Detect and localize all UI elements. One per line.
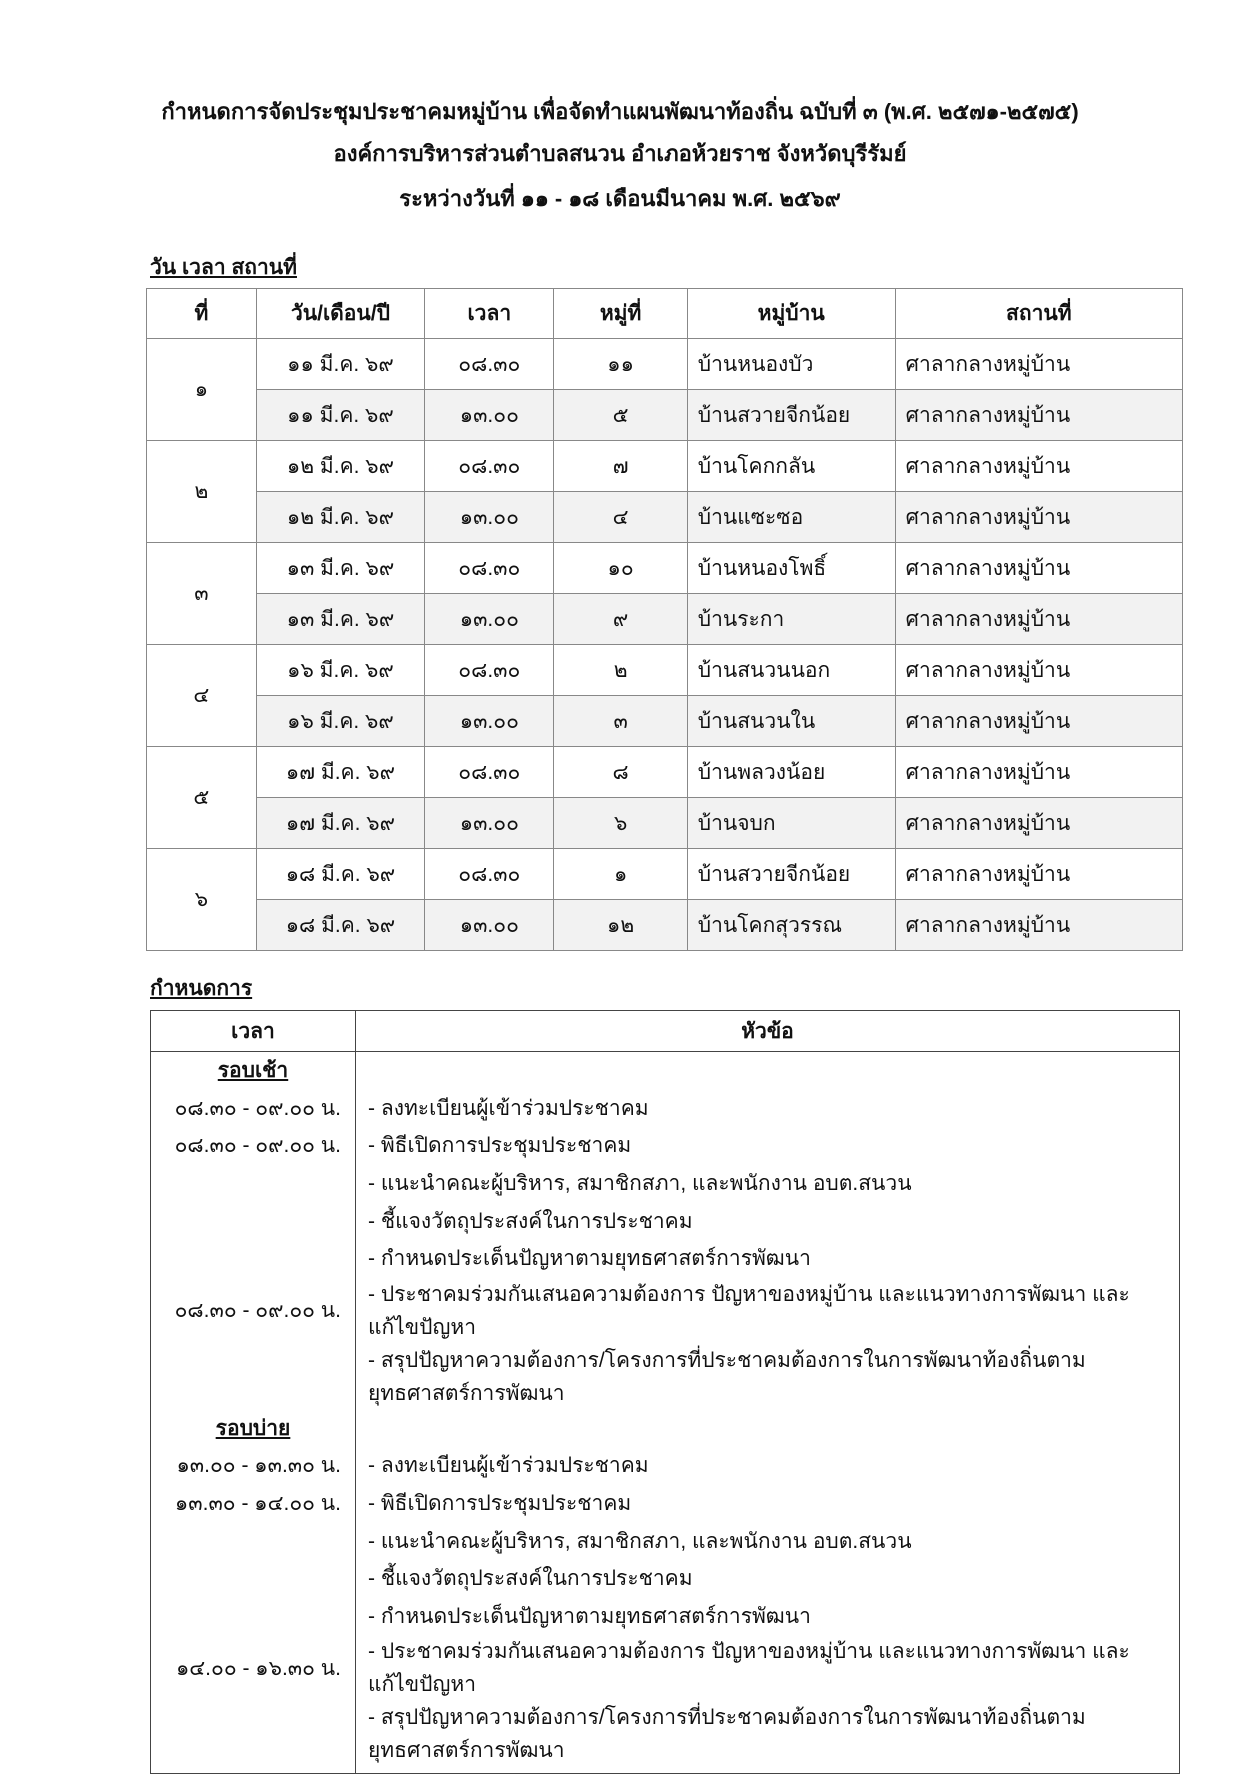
agenda-row [151,1560,1180,1598]
date-cell: ๑๘ มี.ค. ๖๙ [256,900,424,951]
agenda-row [151,1447,1180,1485]
date-cell: ๑๓ มี.ค. ๖๙ [256,543,424,594]
table-row [147,441,1183,492]
village-cell: บ้านสนวนใน [687,696,895,747]
time-cell: ๑๓.๐๐ [425,492,554,543]
session-label: รอบเช้า [151,1052,356,1090]
venue-cell: ศาลากลางหมู่บ้าน [895,900,1182,951]
venue-cell: ศาลากลางหมู่บ้าน [895,696,1182,747]
agenda-item: - ชี้แจงวัตถุประสงค์ในการประชาคม [368,1567,693,1591]
agenda-row [151,1278,1180,1344]
date-cell: ๑๓ มี.ค. ๖๙ [256,594,424,645]
time-cell: ๐๘.๓๐ [425,543,554,594]
row-number: ๖ [147,849,257,951]
agenda-row [151,1240,1180,1278]
time-cell: ๑๓.๐๐ [425,900,554,951]
doc-title: กำหนดการจัดประชุมประชาคมหมู่บ้าน เพื่อจัดทำแผนพัฒนาท้องถิ่น ฉบับที่ ๓ (พ.ศ. ๒๕๗๑-๒๕๗๕) [161,99,1079,124]
time-cell: ๐๘.๓๐ [425,441,554,492]
time-cell: ๐๘.๓๐ [425,645,554,696]
time-cell: ๐๘.๓๐ [425,849,554,900]
table-row [147,543,1183,594]
column-header: สถานที่ [895,289,1182,339]
agenda-time: ๑๔.๐๐ - ๑๖.๓๐ น. [151,1635,356,1701]
agenda-row [151,1522,1180,1560]
village-no-cell: ๕ [554,390,687,441]
agenda-item: - ชี้แจงวัตถุประสงค์ในการประชาคม [368,1209,693,1233]
column-header: วัน/เดือน/ปี [256,289,424,339]
column-header: หมู่ที่ [554,289,687,339]
table-row [147,900,1183,951]
date-cell: ๑๖ มี.ค. ๖๙ [256,696,424,747]
agenda-time [151,1560,356,1598]
agenda-row [151,1701,1180,1767]
venue-cell: ศาลากลางหมู่บ้าน [895,492,1182,543]
empty-cell [151,1767,356,1774]
agenda-item: - สรุปปัญหาความต้องการ/โครงการที่ประชาคมต้องการในการพัฒนาท้องถิ่นตามยุทธศาสตร์การพัฒนา [368,1348,1086,1405]
village-no-cell: ๗ [554,441,687,492]
date-cell: ๑๗ มี.ค. ๖๙ [256,747,424,798]
village-cell: บ้านหนองบัว [687,339,895,390]
village-cell: บ้านสวายจีกน้อย [687,390,895,441]
date-cell: ๑๑ มี.ค. ๖๙ [256,339,424,390]
agenda-time: ๐๘.๓๐ - ๐๙.๐๐ น. [151,1090,356,1128]
agenda-time [151,1202,356,1240]
date-cell: ๑๒ มี.ค. ๖๙ [256,441,424,492]
date-cell: ๑๖ มี.ค. ๖๙ [256,645,424,696]
row-number: ๓ [147,543,257,645]
venue-cell: ศาลากลางหมู่บ้าน [895,747,1182,798]
time-cell: ๑๓.๐๐ [425,594,554,645]
village-no-cell: ๘ [554,747,687,798]
table-row [147,798,1183,849]
agenda-time: ๑๓.๐๐ - ๑๓.๓๐ น. [151,1447,356,1485]
table-row [147,492,1183,543]
agenda-item: - ประชาคมร่วมกันเสนอความต้องการ ปัญหาของหมู่บ้าน และแนวทางการพัฒนา และแก้ไขปัญหา [368,1282,1130,1339]
agenda-time [151,1701,356,1767]
empty-cell [356,1052,1180,1090]
date-cell: ๑๒ มี.ค. ๖๙ [256,492,424,543]
empty-cell [356,1410,1180,1448]
schedule-header-row [147,289,1183,339]
time-cell: ๐๘.๓๐ [425,747,554,798]
village-no-cell: ๑๐ [554,543,687,594]
village-no-cell: ๑๒ [554,900,687,951]
village-cell: บ้านพลวงน้อย [687,747,895,798]
village-no-cell: ๒ [554,645,687,696]
venue-cell: ศาลากลางหมู่บ้าน [895,798,1182,849]
venue-cell: ศาลากลางหมู่บ้าน [895,849,1182,900]
row-number: ๔ [147,645,257,747]
village-cell: บ้านสวายจีกน้อย [687,849,895,900]
agenda-time: ๑๓.๓๐ - ๑๔.๐๐ น. [151,1485,356,1523]
village-cell: บ้านโคกกลัน [687,441,895,492]
column-header: หัวข้อ [356,1011,1180,1052]
village-cell: บ้านแซะซอ [687,492,895,543]
village-cell: บ้านหนองโพธิ์ [687,543,895,594]
schedule-table [146,288,1183,951]
village-cell: บ้านระกา [687,594,895,645]
venue-cell: ศาลากลางหมู่บ้าน [895,339,1182,390]
village-no-cell: ๑๑ [554,339,687,390]
doc-organization: องค์การบริหารส่วนตำบลสนวน อำเภอห้วยราช จังหวัดบุรีรัมย์ [333,141,907,166]
agenda-item: - ลงทะเบียนผู้เข้าร่วมประชาคม [368,1096,649,1120]
venue-cell: ศาลากลางหมู่บ้าน [895,645,1182,696]
venue-cell: ศาลากลางหมู่บ้าน [895,594,1182,645]
padding-row [151,1767,1180,1774]
agenda-time [151,1344,356,1410]
agenda-row [151,1635,1180,1701]
agenda-item: - พิธีเปิดการประชุมประชาคม [368,1134,632,1158]
doc-date-range: ระหว่างวันที่ ๑๑ - ๑๘ เดือนมีนาคม พ.ศ. ๒๕๖๙ [399,186,841,211]
agenda-item: - แนะนำคณะผู้บริหาร, สมาชิกสภา, และพนักงาน อบต.สนวน [368,1172,912,1196]
agenda-time [151,1522,356,1560]
date-cell: ๑๗ มี.ค. ๖๙ [256,798,424,849]
agenda-row [151,1127,1180,1165]
venue-cell: ศาลากลางหมู่บ้าน [895,390,1182,441]
agenda-row [151,1090,1180,1128]
village-no-cell: ๑ [554,849,687,900]
date-cell: ๑๑ มี.ค. ๖๙ [256,390,424,441]
agenda-row [151,1165,1180,1203]
agenda-item: - แนะนำคณะผู้บริหาร, สมาชิกสภา, และพนักงาน อบต.สนวน [368,1529,912,1553]
row-number: ๑ [147,339,257,441]
venue-cell: ศาลากลางหมู่บ้าน [895,543,1182,594]
table-row [147,645,1183,696]
column-header: เวลา [425,289,554,339]
table-row [147,339,1183,390]
program-heading: กำหนดการ [150,977,253,1000]
agenda-time [151,1240,356,1278]
agenda-item: - สรุปปัญหาความต้องการ/โครงการที่ประชาคมต้องการในการพัฒนาท้องถิ่นตามยุทธศาสตร์การพัฒนา [368,1706,1086,1763]
agenda-time: ๐๘.๓๐ - ๐๙.๐๐ น. [151,1127,356,1165]
empty-cell [356,1767,1180,1774]
village-no-cell: ๓ [554,696,687,747]
column-header: เวลา [151,1011,356,1052]
session-label: รอบบ่าย [151,1410,356,1448]
time-cell: ๑๓.๐๐ [425,390,554,441]
session-row [151,1410,1180,1448]
time-cell: ๑๓.๐๐ [425,696,554,747]
village-cell: บ้านจบก [687,798,895,849]
program-table [150,1010,1180,1774]
agenda-row [151,1202,1180,1240]
table-row [147,594,1183,645]
table-row [147,849,1183,900]
village-cell: บ้านสนวนนอก [687,645,895,696]
table-row [147,747,1183,798]
row-number: ๒ [147,441,257,543]
agenda-row [151,1344,1180,1410]
agenda-item: - กำหนดประเด็นปัญหาตามยุทธศาสตร์การพัฒนา [368,1247,811,1271]
table-row [147,390,1183,441]
schedule-heading: วัน เวลา สถานที่ [150,256,297,279]
agenda-item: - พิธีเปิดการประชุมประชาคม [368,1492,632,1516]
agenda-item: - ประชาคมร่วมกันเสนอความต้องการ ปัญหาของหมู่บ้าน และแนวทางการพัฒนา และแก้ไขปัญหา [368,1640,1130,1697]
agenda-item: - กำหนดประเด็นปัญหาตามยุทธศาสตร์การพัฒนา [368,1604,811,1628]
time-cell: ๐๘.๓๐ [425,339,554,390]
column-header: ที่ [147,289,257,339]
agenda-row [151,1485,1180,1523]
village-no-cell: ๙ [554,594,687,645]
date-cell: ๑๘ มี.ค. ๖๙ [256,849,424,900]
time-cell: ๑๓.๐๐ [425,798,554,849]
table-row [147,696,1183,747]
village-cell: บ้านโคกสุวรรณ [687,900,895,951]
row-number: ๕ [147,747,257,849]
agenda-time: ๐๘.๓๐ - ๐๙.๐๐ น. [151,1278,356,1344]
village-no-cell: ๔ [554,492,687,543]
program-header-row [151,1011,1180,1052]
agenda-time [151,1165,356,1203]
session-row [151,1052,1180,1090]
agenda-time [151,1598,356,1636]
agenda-item: - ลงทะเบียนผู้เข้าร่วมประชาคม [368,1454,649,1478]
column-header: หมู่บ้าน [687,289,895,339]
venue-cell: ศาลากลางหมู่บ้าน [895,441,1182,492]
village-no-cell: ๖ [554,798,687,849]
agenda-row [151,1598,1180,1636]
